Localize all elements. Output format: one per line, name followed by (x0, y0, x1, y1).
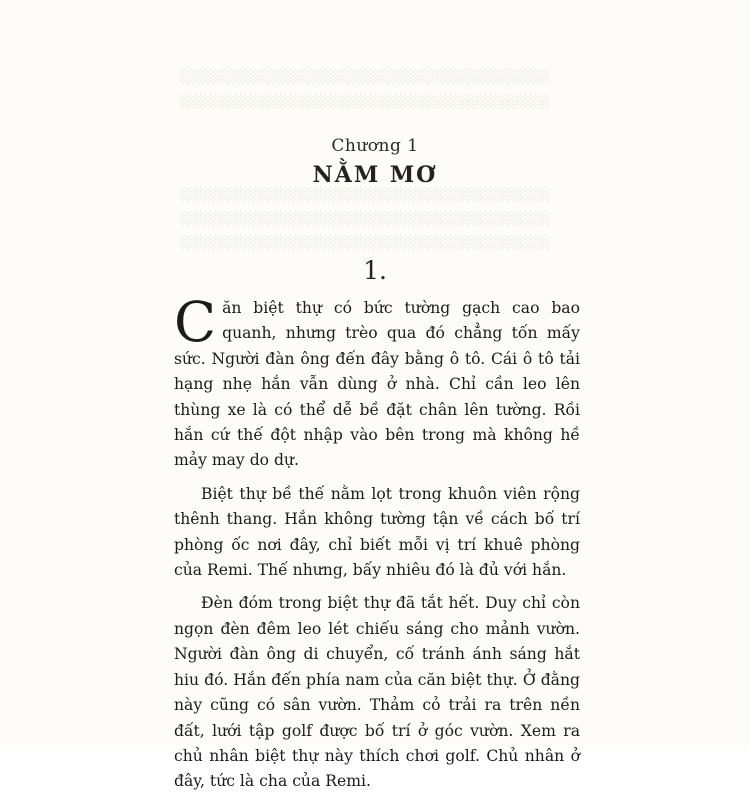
body-text (174, 290, 580, 803)
chapter-title: NẰM MƠ (312, 162, 438, 188)
bleed-through-line: ░░░░░░░░░░░░░░░░░░░░░░░░░░░░░░░░░░░░░ (180, 212, 550, 227)
paragraph (174, 290, 580, 474)
paragraph-text: ăn biệt thự có bức tường gạch cao bao quanh, nhưng trèo qua đó chẳng tốn mấy sức. Người đàn ông đến đây bằng ô tô. Cái ô tô tải hạng nhẹ hắn vẫn dùng ở nhà. Chỉ cần leo lên thùng xe là có thể dễ bề đặt chân lên tường. Rồi hắn cứ thế đột nhập vào bên trong mà không hề mảy may do dự. (174, 299, 580, 470)
paragraph: Biệt thự bề thế nằm lọt trong khuôn viên rộng thênh thang. Hắn không tường tận về cách bố trí phòng ốc nơi đây, chỉ biết mỗi vị trí khuê phòng của Remi. Thế nhưng, bấy nhiêu đó là đủ với hắn. (174, 484, 580, 580)
bleed-through-line: ░░░░░░░░░░░░░░░░░░░░░░░░░░░░░░░░░░░░░ (180, 188, 550, 203)
bleed-through-line: ░░░░░░░░░░░░░░░░░░░░░░░░░░░░░░░░░░░░░ (180, 236, 550, 251)
drop-cap: C (174, 290, 217, 354)
section-number: 1. (363, 256, 387, 285)
chapter-label: Chương 1 (331, 136, 419, 156)
bleed-through-line: ░░░░░░░░░░░░░░░░░░░░░░░░░░░░░░░░░░░░░ (180, 70, 550, 85)
paragraph: Đèn đóm trong biệt thự đã tắt hết. Duy chỉ còn ngọn đèn đêm leo lét chiếu sáng cho mảnh vườn. Người đàn ông di chuyển, cố tránh ánh sáng hắt hiu đó. Hắn đến phía nam của căn biệt thự. Ở đằng này cũng có sân vườn. Thảm cỏ trải ra trên nền đất, lưới tập golf được bố trí ở góc vườn. Xem ra chủ nhân biệt thự này thích chơi golf. Chủ nhân ở đây, tức là cha của Remi. (174, 594, 580, 791)
bleed-through-line: ░░░░░░░░░░░░░░░░░░░░░░░░░░░░░░░░░░░░░ (180, 95, 550, 110)
